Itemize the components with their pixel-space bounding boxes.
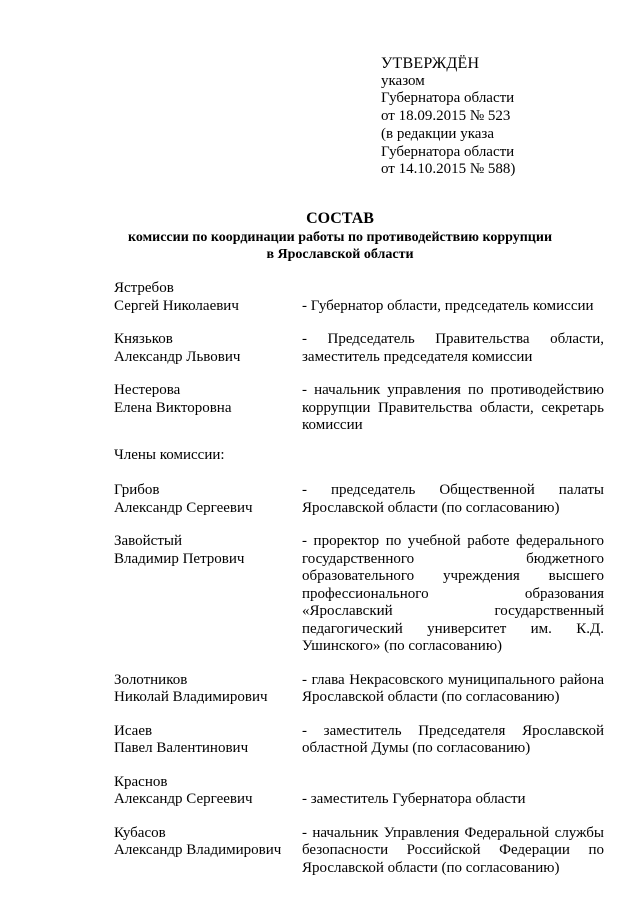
member-given-name: Владимир Петрович [114, 550, 245, 567]
member-name [114, 533, 302, 656]
member-surname: Нестерова [114, 382, 181, 398]
member-surname: Князьков [114, 331, 173, 347]
approval-line: (в редакции указа [381, 125, 494, 142]
member-given-name: Александр Сергеевич [114, 499, 253, 516]
member-surname: Кубасов [114, 824, 166, 841]
approval-line: указом [381, 72, 425, 89]
member-given-name: Александр Львович [114, 348, 241, 365]
member-given-name: Елена Викторовна [114, 399, 232, 416]
member-row [114, 774, 604, 809]
member-row [114, 825, 604, 878]
member-row [114, 482, 604, 517]
member-row [114, 382, 604, 435]
member-given-name: Александр Сергеевич [114, 791, 253, 807]
member-role: - заместитель Губернатора области [302, 791, 526, 807]
title-line: в Ярославской области [266, 247, 414, 262]
member-surname: Исаев [114, 722, 153, 739]
member-given-name: Сергей Николаевич [114, 297, 239, 314]
member-row [114, 331, 604, 366]
approval-line: Губернатора области [381, 143, 515, 160]
approval-heading: УТВЕРЖДЁН [381, 55, 480, 72]
member-name [114, 331, 302, 366]
member-row [114, 672, 604, 707]
approval-line: Губернатора области [381, 90, 515, 107]
member-role: - начальник управления по противодействию коррупции Правительства области, секретарь комиссии [302, 382, 604, 433]
member-surname: Золотников [114, 671, 188, 688]
commission-members-list [114, 280, 604, 893]
title-heading: СОСТАВ [306, 210, 374, 227]
member-given-name: Александр Владимирович [114, 842, 282, 858]
approval-line: от 14.10.2015 № 588) [381, 161, 516, 178]
member-role: - проректор по учебной работе федерального государственного бюджетного образовательного учреждения высшего профессионального образования «Ярославский государственный педагогический университет им. К.Д. Ушинского» (по согласованию) [302, 533, 604, 654]
member-row [114, 280, 604, 315]
member-row [114, 723, 604, 758]
member-name [114, 774, 302, 809]
approval-line: от 18.09.2015 № 523 [381, 108, 511, 125]
member-row [114, 533, 604, 656]
approval-stamp [381, 55, 611, 179]
member-role: - заместитель Председателя Ярославской областной Думы (по согласованию) [302, 722, 604, 756]
member-role: - начальник Управления Федеральной службы безопасности Российской Федерации по Ярославской области (по согласованию) [302, 824, 604, 876]
members-section-label: Члены комиссии: [114, 446, 225, 463]
member-name [114, 382, 302, 435]
member-name [114, 825, 302, 878]
member-name [114, 280, 302, 315]
member-name [114, 482, 302, 517]
member-name [114, 723, 302, 758]
member-surname: Грибов [114, 482, 160, 498]
member-surname: Ястребов [114, 280, 174, 296]
member-given-name: Павел Валентинович [114, 740, 249, 756]
member-role: - Председатель Правительства области, заместитель председателя комиссии [302, 331, 604, 365]
member-role: - председатель Общественной палаты Ярославской области (по согласованию) [302, 482, 604, 516]
document-title [60, 209, 620, 263]
member-surname: Завойстый [114, 533, 182, 549]
member-role: - глава Некрасовского муниципального района Ярославской области (по согласованию) [302, 671, 604, 705]
member-surname: Краснов [114, 773, 168, 790]
member-given-name: Николай Владимирович [114, 689, 268, 705]
member-name [114, 672, 302, 707]
member-role: - Губернатор области, председатель комиссии [302, 297, 594, 314]
title-line: комиссии по координации работы по противодействию коррупции [127, 230, 553, 245]
